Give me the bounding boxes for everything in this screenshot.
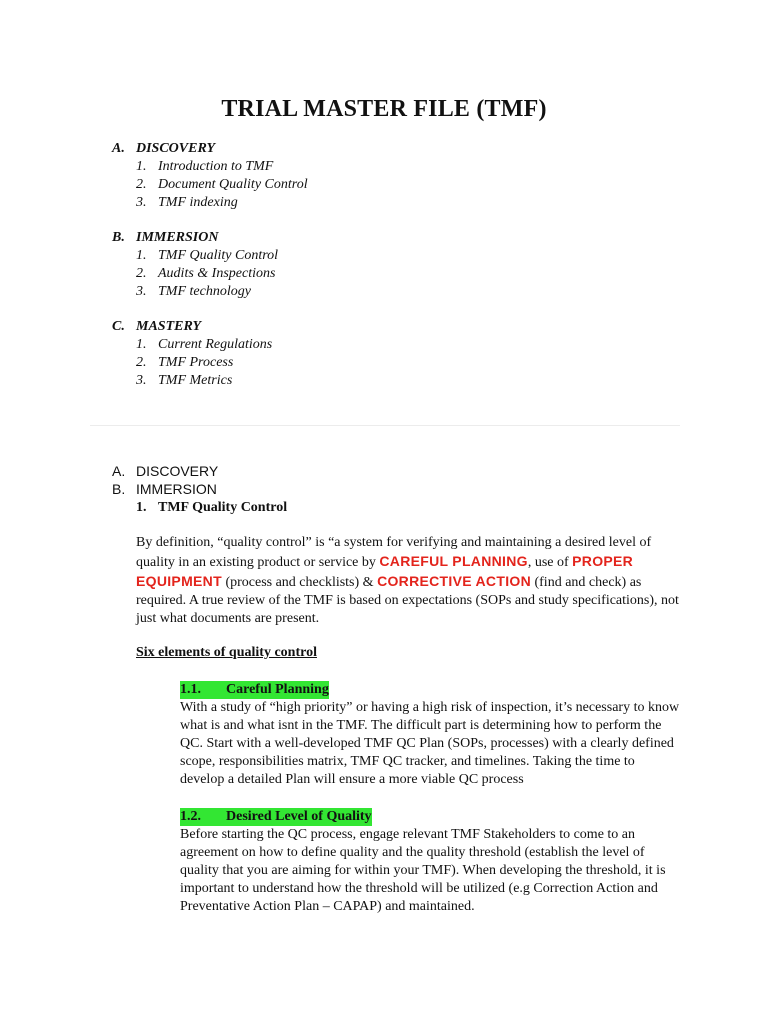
- subsection-number: 1.: [136, 500, 147, 515]
- paragraph-text: By definition, “quality control” is “a system for verifying and maintaining a desired level of quality in an existing product or service by: [136, 535, 652, 570]
- six-elements-heading: Six elements of quality control: [136, 645, 317, 660]
- item-number: 3.: [136, 195, 147, 210]
- section-label: DISCOVERY: [136, 141, 216, 156]
- item-label: Document Quality Control: [158, 177, 308, 192]
- subsection-title: TMF Quality Control: [158, 500, 288, 515]
- item-number: 2.: [136, 355, 147, 370]
- list-item: [112, 158, 672, 176]
- element-title: Careful Planning: [226, 682, 329, 697]
- item-number: 3.: [136, 373, 147, 388]
- item-label: TMF indexing: [158, 195, 238, 210]
- paragraph-text: , use of: [527, 555, 573, 570]
- list-item: [112, 336, 672, 354]
- item-label: Introduction to TMF: [158, 159, 274, 174]
- section-heading: [112, 318, 672, 336]
- list-item: [112, 176, 672, 194]
- outline-section-mastery: [112, 318, 672, 390]
- section-label: IMMERSION: [136, 230, 219, 245]
- page-title: TRIAL MASTER FILE (TMF): [221, 96, 547, 122]
- list-item: [112, 247, 672, 265]
- section-letter: A.: [112, 141, 125, 156]
- item-number: 2.: [136, 266, 147, 281]
- section-letter: B.: [112, 230, 125, 245]
- element-title: Desired Level of Quality: [226, 809, 372, 824]
- list-item: [112, 372, 672, 390]
- toc-label: IMMERSION: [136, 481, 217, 497]
- element-body: With a study of “high priority” or having a high risk of inspection, it’s necessary to know what is and what isnt in the TMF. The difficult part is determining how to perform the QC. Start with a well-developed TMF QC Plan (SOPs, processes) with a clearly defined scope, responsibilities matrix, TMF QC tracker, and timelines. Taking the time to develop a detailed Plan will ensure a more viable QC process: [180, 700, 680, 787]
- section-heading: [112, 140, 672, 158]
- paragraph-text: (process and checklists) &: [221, 575, 378, 590]
- toc-letter: A.: [112, 463, 126, 479]
- element-body: Before starting the QC process, engage relevant TMF Stakeholders to come to an agreement on how to define quality and the quality threshold (establish the level of quality that you are aiming for within your TMF). When developing the threshold, it is important to understand how the threshold will be utilized (e.g Correction Action and Preventative Action Plan – CAPAP) and maintained.: [180, 827, 666, 914]
- highlight-proper-equipment: PROPER EQUIPMENT: [136, 553, 634, 589]
- list-item: [112, 283, 672, 301]
- element-careful-planning: [180, 680, 682, 789]
- item-label: TMF Process: [158, 355, 234, 370]
- element-desired-level-of-quality: [180, 807, 682, 916]
- toc-item-immersion: [112, 480, 682, 498]
- item-label: Audits & Inspections: [158, 266, 276, 281]
- item-label: TMF technology: [158, 284, 251, 299]
- outline-section-immersion: [112, 229, 672, 301]
- element-heading: [180, 808, 372, 826]
- list-item: [112, 354, 672, 372]
- section-label: MASTERY: [136, 319, 202, 334]
- highlight-corrective-action: CORRECTIVE ACTION: [377, 573, 531, 589]
- item-label: TMF Metrics: [158, 373, 233, 388]
- list-item: [112, 194, 672, 212]
- item-number: 2.: [136, 177, 147, 192]
- course-outline: [112, 140, 672, 407]
- item-label: TMF Quality Control: [158, 248, 279, 263]
- highlight-careful-planning: CAREFUL PLANNING: [379, 553, 528, 569]
- toc-letter: B.: [112, 481, 126, 497]
- list-item: [112, 265, 672, 283]
- element-number: 1.1.: [180, 682, 201, 697]
- item-number: 1.: [136, 159, 147, 174]
- paragraph-text: (find and check) as required. A true review of the TMF is based on expectations (SOPs and study specifications), not just what documents are present.: [136, 575, 679, 626]
- definition-paragraph: [136, 534, 682, 628]
- main-content: [112, 462, 682, 916]
- toc-label: DISCOVERY: [136, 463, 219, 479]
- page-divider: [90, 425, 680, 426]
- item-number: 1.: [136, 248, 147, 263]
- item-number: 1.: [136, 337, 147, 352]
- outline-section-discovery: [112, 140, 672, 212]
- section-letter: C.: [112, 319, 125, 334]
- subsection-heading: [136, 498, 682, 518]
- item-number: 3.: [136, 284, 147, 299]
- section-heading: [112, 229, 672, 247]
- toc-item-discovery: [112, 462, 682, 480]
- element-heading: [180, 681, 329, 699]
- element-number: 1.2.: [180, 809, 201, 824]
- item-label: Current Regulations: [158, 337, 273, 352]
